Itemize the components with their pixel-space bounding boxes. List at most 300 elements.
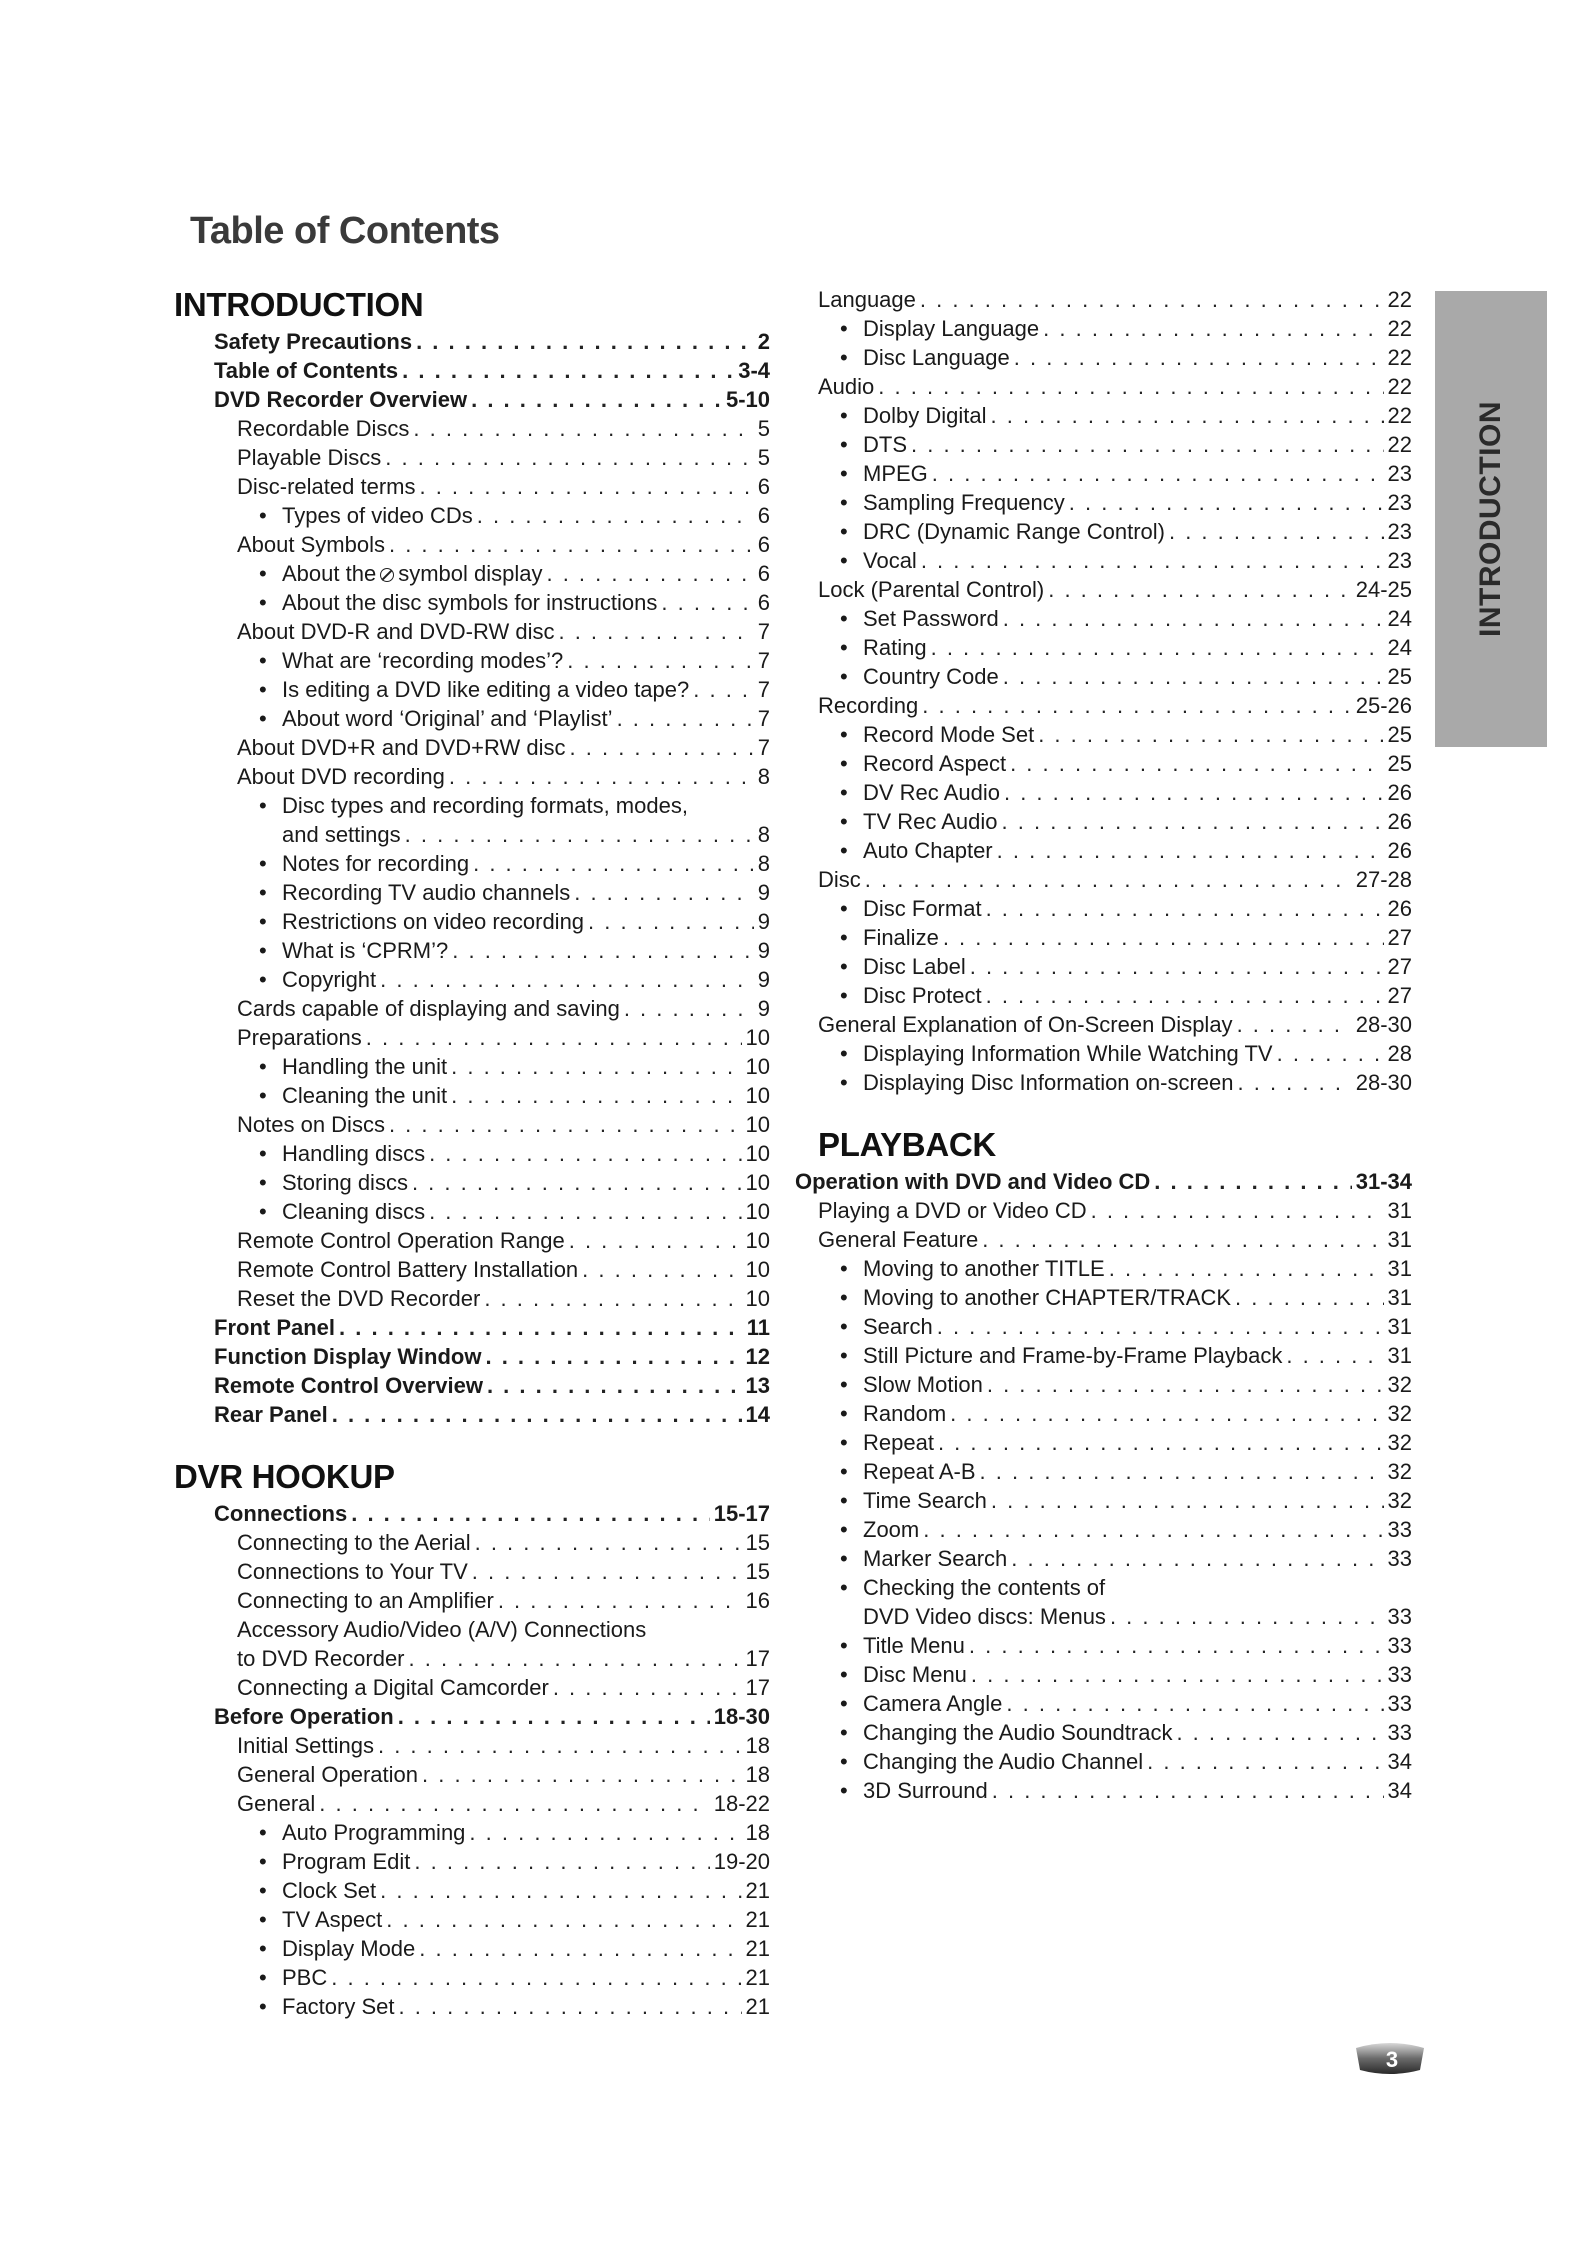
- toc-entry-page: 14: [745, 1402, 770, 1427]
- toc-entry-text: Accessory Audio/Video (A/V) Connections: [237, 1617, 647, 1642]
- toc-entry-label: [282, 501, 473, 530]
- toc-entry-page: 25: [1387, 751, 1412, 776]
- toc-entry-page: 5: [757, 416, 770, 441]
- toc-entry-label: [863, 314, 1039, 343]
- toc-entry: [174, 733, 770, 762]
- toc-entry-page: 31: [1387, 1198, 1412, 1223]
- page-number: 3: [1385, 2047, 1399, 2072]
- dot-leader: [950, 1399, 1383, 1428]
- toc-entry-page: 3-4: [738, 358, 770, 383]
- bullet-icon: •: [840, 664, 848, 689]
- toc-entry-label: [863, 1602, 1106, 1631]
- toc-entry: [818, 923, 1412, 952]
- bullet-icon: •: [840, 432, 848, 457]
- toc-entry-text: About DVD+R and DVD+RW disc: [237, 735, 566, 760]
- toc-entry-text: Disc Language: [863, 345, 1010, 370]
- bullet-icon: •: [259, 851, 267, 876]
- toc-entry: [818, 1068, 1412, 1097]
- dot-leader: [971, 1660, 1384, 1689]
- dot-leader: [617, 704, 754, 733]
- toc-entry: [818, 807, 1412, 836]
- dot-leader: [1011, 1544, 1383, 1573]
- dot-leader: [937, 1312, 1384, 1341]
- toc-entry-text: Rating: [863, 635, 927, 660]
- toc-entry: [174, 588, 770, 617]
- toc-entry-label: [237, 1284, 480, 1313]
- toc-entry-text: Connecting a Digital Camcorder: [237, 1675, 549, 1700]
- toc-entry: [818, 1312, 1412, 1341]
- toc-entry: [174, 617, 770, 646]
- bullet-icon: •: [840, 403, 848, 428]
- toc-entry: [174, 1499, 770, 1528]
- toc-entry-page: 23: [1387, 461, 1412, 486]
- dot-leader: [380, 1876, 741, 1905]
- bullet-icon: •: [259, 677, 267, 702]
- toc-entry-page: 7: [757, 648, 770, 673]
- toc-entry: [818, 604, 1412, 633]
- bullet-icon: •: [259, 1849, 267, 1874]
- toc-entry-text: Disc Format: [863, 896, 982, 921]
- toc-entry-page: 6: [757, 561, 770, 586]
- toc-entry-label: [214, 1371, 483, 1400]
- toc-entry: [818, 1457, 1412, 1486]
- toc-entry: [174, 1168, 770, 1197]
- toc-entry-label: [282, 849, 469, 878]
- bullet-icon: •: [259, 590, 267, 615]
- bullet-icon: •: [840, 1546, 848, 1571]
- toc-entry: [174, 1313, 770, 1342]
- toc-entry-label: [282, 1139, 425, 1168]
- dot-leader: [553, 1673, 742, 1702]
- dot-leader: [987, 1370, 1384, 1399]
- bullet-icon: •: [840, 1749, 848, 1774]
- toc-entry-label: [863, 1515, 919, 1544]
- dot-leader: [1277, 1039, 1384, 1068]
- dot-leader: [485, 1342, 741, 1371]
- dot-leader: [339, 1313, 743, 1342]
- toc-entry: [818, 1631, 1412, 1660]
- toc-entry-page: 33: [1387, 1691, 1412, 1716]
- dot-leader: [661, 588, 753, 617]
- toc-entry-text: Operation with DVD and Video CD: [795, 1169, 1151, 1194]
- toc-entry: [818, 691, 1412, 720]
- dot-leader: [991, 1486, 1384, 1515]
- dot-leader: [471, 385, 722, 414]
- toc-entry-text: Connections to Your TV: [237, 1559, 468, 1584]
- bullet-icon: •: [840, 780, 848, 805]
- toc-entry-label: [214, 1499, 347, 1528]
- dot-leader: [997, 836, 1384, 865]
- dot-leader: [389, 530, 754, 559]
- dot-leader: [1006, 1689, 1383, 1718]
- toc-entry: [818, 633, 1412, 662]
- toc-entry: [174, 1731, 770, 1760]
- toc-entry-page: 27: [1387, 983, 1412, 1008]
- toc-entry-page: 21: [745, 1936, 770, 1961]
- toc-entry-text: Dolby Digital: [863, 403, 987, 428]
- toc-entry-label: [237, 1023, 362, 1052]
- dot-leader: [1154, 1167, 1351, 1196]
- dot-leader: [469, 1818, 741, 1847]
- toc-entry-page: 9: [757, 880, 770, 905]
- toc-entry-text: Zoom: [863, 1517, 920, 1542]
- bullet-icon: •: [840, 548, 848, 573]
- bullet-icon: •: [259, 1199, 267, 1224]
- toc-entry-text: Cleaning discs: [282, 1199, 426, 1224]
- toc-entry-label: [282, 1197, 425, 1226]
- toc-entry-text: Types of video CDs: [282, 503, 473, 528]
- toc-entry-label: [818, 1010, 1233, 1039]
- toc-entry-page: 5-10: [725, 387, 770, 412]
- toc-entry: [174, 1284, 770, 1313]
- toc-entry-page: 21: [745, 1878, 770, 1903]
- dot-leader: [398, 1702, 710, 1731]
- toc-entry-page: 31: [1387, 1256, 1412, 1281]
- toc-entry-page: 24-25: [1355, 577, 1412, 602]
- toc-entry-page: 10: [745, 1170, 770, 1195]
- dot-leader: [386, 1905, 741, 1934]
- toc-entry-text: Storing discs: [282, 1170, 408, 1195]
- toc-entry: [174, 1023, 770, 1052]
- toc-entry-page: 8: [757, 822, 770, 847]
- toc-entry-label: [214, 1702, 394, 1731]
- bullet-icon: •: [840, 1041, 848, 1066]
- dot-leader: [931, 633, 1384, 662]
- dot-leader: [416, 327, 754, 356]
- toc-entry-page: 10: [745, 1141, 770, 1166]
- toc-entry-label: [282, 820, 401, 849]
- toc-entry-label: [795, 1167, 1150, 1196]
- dot-leader: [693, 675, 754, 704]
- toc-entry: [174, 1052, 770, 1081]
- toc-entry: [174, 356, 770, 385]
- toc-entry-text: Recording: [818, 693, 919, 718]
- toc-entry-text: Language: [818, 287, 916, 312]
- toc-entry-page: 23: [1387, 490, 1412, 515]
- toc-entry-page: 10: [745, 1112, 770, 1137]
- toc-entry-label: [282, 791, 688, 820]
- toc-entry-text: Playing a DVD or Video CD: [818, 1198, 1087, 1223]
- bullet-icon: •: [259, 909, 267, 934]
- toc-entry-page: 10: [745, 1257, 770, 1282]
- toc-entry-text: Remote Control Battery Installation: [237, 1257, 579, 1282]
- toc-entry-text: General Feature: [818, 1227, 979, 1252]
- dot-leader: [624, 994, 754, 1023]
- bullet-icon: •: [259, 793, 267, 818]
- toc-entry-page: 26: [1387, 809, 1412, 834]
- toc-entry-label: [282, 675, 689, 704]
- toc-entry-page: 23: [1387, 548, 1412, 573]
- toc-column-left: [174, 285, 770, 2021]
- toc-entry: [174, 1673, 770, 1702]
- toc-entry: [174, 936, 770, 965]
- toc-entry-page: 7: [757, 706, 770, 731]
- bullet-icon: •: [840, 1778, 848, 1803]
- dot-leader: [943, 923, 1384, 952]
- toc-entry-text: Reset the DVD Recorder: [237, 1286, 481, 1311]
- toc-entry: [174, 1992, 770, 2021]
- bullet-icon: •: [259, 1170, 267, 1195]
- toc-entry-label: [818, 575, 1044, 604]
- toc-entry: [174, 1818, 770, 1847]
- bullet-icon: •: [259, 1054, 267, 1079]
- bullet-icon: •: [259, 1936, 267, 1961]
- dot-leader: [398, 1992, 741, 2021]
- bullet-icon: •: [840, 1256, 848, 1281]
- dot-leader: [938, 1428, 1384, 1457]
- toc-entry-page: 6: [757, 532, 770, 557]
- dot-leader: [1010, 749, 1383, 778]
- toc-entry-label: [237, 530, 385, 559]
- toc-entry: [818, 372, 1412, 401]
- toc-entry-text: Recordable Discs: [237, 416, 410, 441]
- toc-entry-page: 32: [1387, 1372, 1412, 1397]
- toc-entry-label: [282, 704, 613, 733]
- toc-entry-text: Set Password: [863, 606, 999, 631]
- toc-entry-text: Table of Contents: [214, 358, 399, 383]
- toc-entry-page: 8: [757, 764, 770, 789]
- bullet-icon: •: [840, 635, 848, 660]
- bullet-icon: •: [840, 1343, 848, 1368]
- toc-entry-page: 16: [745, 1588, 770, 1613]
- toc-entry: [174, 1847, 770, 1876]
- dot-leader: [472, 1557, 742, 1586]
- bullet-icon: •: [259, 648, 267, 673]
- dot-leader: [582, 1255, 741, 1284]
- toc-entry-text: Marker Search: [863, 1546, 1008, 1571]
- toc-entry-text: Notes on Discs: [237, 1112, 385, 1137]
- toc-entry-label: [863, 1457, 976, 1486]
- dot-leader: [380, 965, 754, 994]
- toc-entry-label: [863, 1370, 983, 1399]
- toc-entry-label: [863, 894, 982, 923]
- dot-leader: [422, 1760, 742, 1789]
- toc-entry-label: [237, 1226, 565, 1255]
- toc-entry-label: [818, 372, 874, 401]
- toc-entry: [818, 865, 1412, 894]
- dot-leader: [331, 1963, 741, 1992]
- toc-entry-text: Is editing a DVD like editing a video tape?: [282, 677, 690, 702]
- toc-entry-label: [863, 1747, 1143, 1776]
- toc-entry-label: [237, 1673, 549, 1702]
- section-gap: [818, 1097, 1412, 1125]
- toc-entry-label: [214, 1342, 481, 1371]
- toc-entry-text: Display Language: [863, 316, 1040, 341]
- toc-entry: [818, 1283, 1412, 1312]
- toc-entry-text: Auto Chapter: [863, 838, 993, 863]
- bullet-icon: •: [840, 896, 848, 921]
- toc-entry: [818, 1747, 1412, 1776]
- toc-entry-label: [282, 1876, 376, 1905]
- section-heading: INTRODUCTION: [174, 286, 424, 323]
- toc-entry: [174, 1760, 770, 1789]
- toc-entry-page: 13: [745, 1373, 770, 1398]
- toc-entry-label: [237, 762, 445, 791]
- toc-entry: [818, 1718, 1412, 1747]
- dot-leader: [567, 646, 754, 675]
- toc-entry: [818, 459, 1412, 488]
- toc-entry-text: Audio: [818, 374, 875, 399]
- dot-leader: [451, 1052, 741, 1081]
- dot-leader: [413, 414, 753, 443]
- toc-entry-page: 18: [745, 1733, 770, 1758]
- toc-entry: [174, 791, 770, 820]
- toc-entry: [174, 1110, 770, 1139]
- toc-entry-label: [237, 1110, 385, 1139]
- toc-entry-page: 33: [1387, 1633, 1412, 1658]
- toc-entry-text: General: [237, 1791, 316, 1816]
- bullet-icon: •: [259, 1907, 267, 1932]
- toc-entry: [174, 1615, 770, 1644]
- toc-entry-text: Safety Precautions: [214, 329, 413, 354]
- toc-entry-text: Sampling Frequency: [863, 490, 1065, 515]
- toc-entry-text: Disc-related terms: [237, 474, 416, 499]
- page-title: Table of Contents: [190, 210, 500, 252]
- toc-entry: [818, 1039, 1412, 1068]
- toc-entry-page: 22: [1387, 316, 1412, 341]
- toc-entry: [174, 1197, 770, 1226]
- bullet-icon: •: [259, 1994, 267, 2019]
- toc-entry-text: Connecting to the Aerial: [237, 1530, 471, 1555]
- toc-entry-text: PBC: [282, 1965, 328, 1990]
- dot-leader: [1004, 778, 1384, 807]
- dot-leader: [409, 1644, 742, 1673]
- toc-entry-text: General Explanation of On-Screen Display: [818, 1012, 1233, 1037]
- dot-leader: [1237, 1010, 1352, 1039]
- bullet-icon: •: [840, 490, 848, 515]
- toc-entry: [818, 1515, 1412, 1544]
- toc-entry: [818, 517, 1412, 546]
- dot-leader: [1169, 517, 1384, 546]
- bullet-icon: •: [840, 1517, 848, 1542]
- toc-entry-label: [282, 936, 448, 965]
- toc-entry-label: [863, 836, 993, 865]
- toc-entry-page: 32: [1387, 1488, 1412, 1513]
- toc-entry-label: [214, 1400, 328, 1429]
- dot-leader: [992, 1776, 1384, 1805]
- toc-entry: [818, 1573, 1412, 1602]
- toc-entry-page: 21: [745, 1994, 770, 2019]
- toc-entry-text: Disc Menu: [863, 1662, 967, 1687]
- dot-leader: [1109, 1254, 1384, 1283]
- bullet-icon: •: [840, 606, 848, 631]
- toc-entry-text: Still Picture and Frame-by-Frame Playback: [863, 1343, 1283, 1368]
- toc-entry-page: 25-26: [1355, 693, 1412, 718]
- toc-entry: [174, 1226, 770, 1255]
- toc-entry-text: Random: [863, 1401, 947, 1426]
- toc-entry-page: 22: [1387, 432, 1412, 457]
- bullet-icon: •: [840, 1720, 848, 1745]
- toc-entry-text: Clock Set: [282, 1878, 377, 1903]
- toc-entry: [174, 1934, 770, 1963]
- toc-entry-label: [863, 1039, 1273, 1068]
- toc-entry-label: [282, 1081, 447, 1110]
- toc-entry-page: 26: [1387, 896, 1412, 921]
- toc-entry: [818, 1254, 1412, 1283]
- toc-entry-label: [818, 1196, 1087, 1225]
- toc-entry-text: About DVD recording: [237, 764, 445, 789]
- dot-leader: [588, 907, 754, 936]
- toc-entry-text: What are ‘recording modes’?: [282, 648, 564, 673]
- dot-leader: [1069, 488, 1384, 517]
- bullet-icon: •: [840, 809, 848, 834]
- toc-entry-label: [863, 1341, 1282, 1370]
- toc-entry-page: 18-22: [713, 1791, 770, 1816]
- toc-entry-label: [282, 559, 542, 588]
- dot-leader: [546, 559, 753, 588]
- toc-entry: [174, 1789, 770, 1818]
- dot-leader: [332, 1400, 742, 1429]
- dot-leader: [319, 1789, 709, 1818]
- toc-entry-label: [214, 356, 398, 385]
- dot-leader: [922, 691, 1351, 720]
- toc-entry-label: [237, 617, 554, 646]
- toc-entry: [818, 575, 1412, 604]
- bullet-icon: •: [840, 838, 848, 863]
- toc-entry-label: [237, 1586, 494, 1615]
- toc-entry-page: 23: [1387, 519, 1412, 544]
- toc-entry-page: 18-30: [713, 1704, 770, 1729]
- dot-leader: [385, 443, 753, 472]
- toc-entry-text: Disc types and recording formats, modes,: [282, 793, 688, 818]
- toc-entry-label: [282, 646, 563, 675]
- toc-column-right: [795, 285, 1412, 1805]
- toc-entry-label: [863, 807, 998, 836]
- section-gap: [174, 1429, 770, 1457]
- toc-entry: [795, 1167, 1412, 1196]
- toc-entry-text: Disc Label: [863, 954, 966, 979]
- toc-entry: [174, 907, 770, 936]
- dot-leader: [389, 1110, 742, 1139]
- toc-entry-text: Changing the Audio Channel: [863, 1749, 1144, 1774]
- toc-entry-label: [863, 1718, 1172, 1747]
- dot-leader: [911, 430, 1384, 459]
- toc-entry-text: Recording TV audio channels: [282, 880, 571, 905]
- toc-entry-label: [863, 1254, 1105, 1283]
- toc-entry-page: 10: [745, 1286, 770, 1311]
- toc-entry-label: [863, 1068, 1234, 1097]
- toc-entry-label: [237, 472, 415, 501]
- dot-leader: [475, 1528, 742, 1557]
- bullet-icon: •: [259, 1965, 267, 1990]
- bullet-icon: •: [840, 461, 848, 486]
- toc-entry-page: 21: [745, 1965, 770, 1990]
- toc-entry-page: 22: [1387, 345, 1412, 370]
- toc-entry-page: 10: [745, 1199, 770, 1224]
- dot-leader: [865, 865, 1352, 894]
- toc-entry-label: [863, 1544, 1007, 1573]
- toc-entry-page: 28-30: [1355, 1012, 1412, 1037]
- toc-entry-text: Before Operation: [214, 1704, 394, 1729]
- bullet-icon: •: [840, 519, 848, 544]
- toc-entry: [818, 894, 1412, 923]
- toc-entry-text: Title Menu: [863, 1633, 965, 1658]
- toc-entry-label: [282, 878, 570, 907]
- toc-entry: [818, 1602, 1412, 1631]
- toc-entry: [174, 443, 770, 472]
- toc-entry-label: [237, 414, 409, 443]
- dot-leader: [487, 1371, 742, 1400]
- dot-leader: [986, 981, 1384, 1010]
- dot-leader: [980, 1457, 1384, 1486]
- dot-leader: [378, 1731, 742, 1760]
- bullet-icon: •: [840, 751, 848, 776]
- bullet-icon: •: [840, 1285, 848, 1310]
- dot-leader: [419, 472, 753, 501]
- toc-entry-label: [863, 633, 927, 662]
- bullet-icon: •: [840, 954, 848, 979]
- toc-entry-label: [863, 720, 1034, 749]
